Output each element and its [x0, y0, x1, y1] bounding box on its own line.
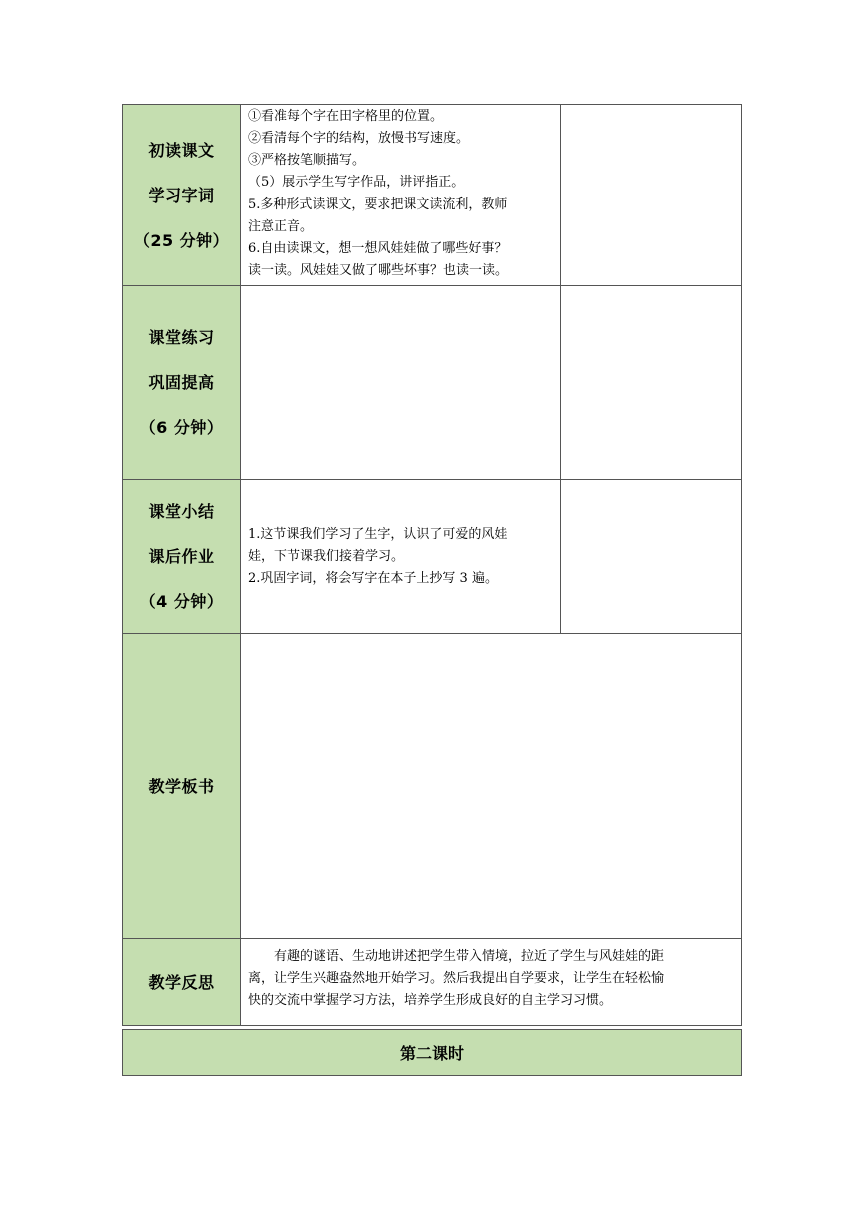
session-title	[122, 1029, 742, 1076]
content-line: 5.多种形式读课文，要求把课文读流利，教师	[248, 197, 508, 212]
content-line: 有趣的谜语、生动地讲述把学生带入情境，拉近了学生与风娃娃的距	[248, 949, 665, 964]
content-line: ③严格按笔顺描写。	[248, 153, 366, 168]
content-line: 读一读。风娃娃又做了哪些坏事？也读一读。	[248, 263, 509, 278]
row-label-line: 初读课文	[148, 140, 215, 160]
row-label-line: （4 分钟）	[139, 592, 224, 611]
row-label-line: 巩固提高	[148, 373, 215, 392]
row-notes-practice	[560, 285, 742, 480]
row-content-summary	[240, 479, 561, 634]
row-label-line: （6 分钟）	[139, 418, 224, 437]
row-notes-summary	[560, 479, 742, 634]
session-title-text: 第二课时	[399, 1044, 464, 1063]
row-label-reading	[122, 104, 241, 286]
content-line: ①看准每个字在田字格里的位置。	[248, 109, 444, 124]
content-line: 6.自由读课文，想一想风娃娃做了哪些好事？	[248, 241, 508, 256]
row-label-line: 课堂小结	[148, 502, 215, 521]
row-content-reflection	[240, 938, 742, 1026]
row-content-practice	[240, 285, 561, 480]
row-label-line: 课后作业	[148, 547, 215, 566]
row-label-line: 教学反思	[148, 972, 215, 992]
content-line: 娃，下节课我们接着学习。	[248, 549, 405, 564]
row-label-line: 学习字词	[148, 185, 215, 205]
row-content-board	[240, 633, 742, 939]
content-line: 注意正音。	[248, 219, 314, 234]
content-line: 2.巩固字词，将会写字在本子上抄写 3 遍。	[248, 571, 498, 586]
row-content-reading	[240, 104, 561, 286]
row-label-summary	[122, 479, 241, 634]
content-line: （5）展示学生写字作品，讲评指正。	[248, 175, 465, 190]
row-label-reflection	[122, 938, 241, 1026]
content-line: 快的交流中掌握学习方法，培养学生形成良好的自主学习习惯。	[248, 993, 613, 1008]
row-label-practice	[122, 285, 241, 480]
row-label-line: （25 分钟）	[133, 230, 230, 250]
content-line: 离，让学生兴趣盎然地开始学习。然后我提出自学要求，让学生在轻松愉	[248, 971, 665, 986]
row-label-board	[122, 633, 241, 939]
row-label-line: 教学板书	[148, 776, 215, 796]
row-notes-reading	[560, 104, 742, 286]
content-line: ②看清每个字的结构，放慢书写速度。	[248, 131, 470, 146]
row-label-line: 课堂练习	[148, 328, 215, 347]
content-line: 1.这节课我们学习了生字，认识了可爱的风娃	[248, 527, 508, 542]
